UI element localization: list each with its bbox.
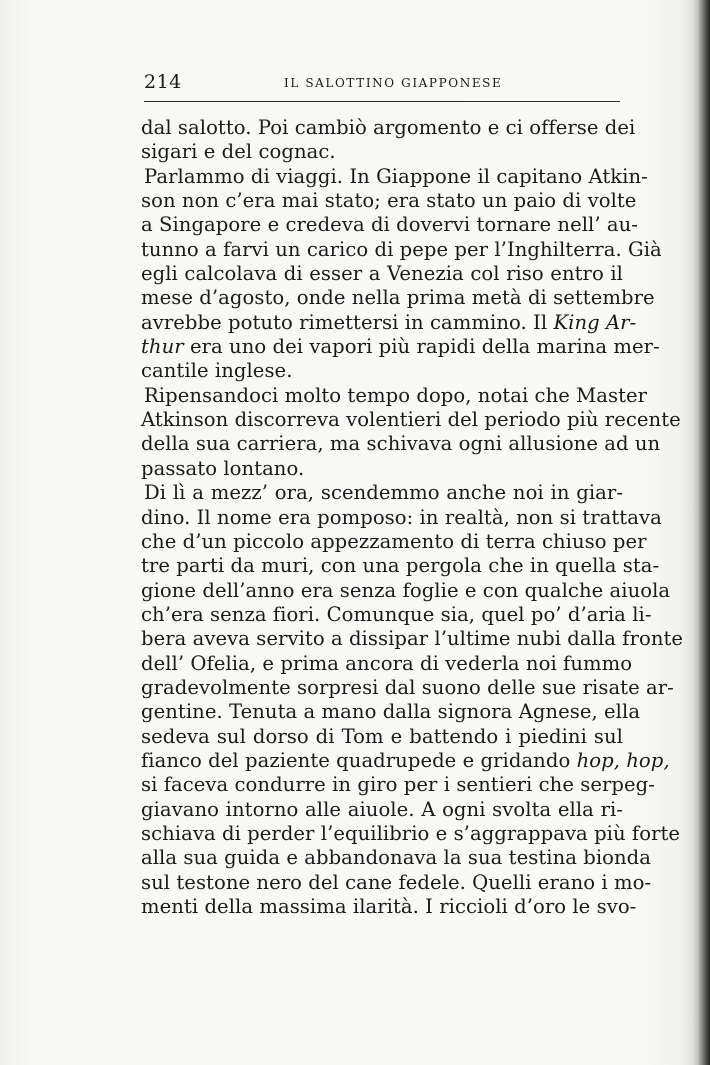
book-spine-shadow bbox=[692, 0, 710, 1065]
text-line: sedeva sul dorso di Tom e battendo i piedini sul bbox=[141, 724, 623, 748]
text-line: dino. Il nome era pomposo: in realtà, non si trattava bbox=[141, 505, 662, 529]
text-line: sigari e del cognac. bbox=[141, 140, 336, 164]
page-number: 214 bbox=[144, 71, 182, 93]
text-line: egli calcolava di esser a Venezia col riso entro il bbox=[141, 262, 623, 286]
text-line: cantile inglese. bbox=[141, 359, 293, 383]
header-rule bbox=[144, 101, 620, 102]
text-line: Parlammo di viaggi. In Giappone il capitano Atkin- bbox=[144, 164, 648, 188]
text-line: giavano intorno alle aiuole. A ogni svolta ella ri- bbox=[141, 797, 623, 821]
italic-ship-name: thur bbox=[141, 335, 184, 359]
text-line: a Singapore e credeva di dovervi tornare nell’ au- bbox=[141, 213, 638, 237]
text-line: menti della massima ilarità. I riccioli d’oro le svo- bbox=[141, 895, 637, 918]
text-line: ch’era senza fiori. Comunque sia, quel po’ d’aria li- bbox=[141, 602, 652, 626]
text-segment: fianco del paziente quadrupede e gridando bbox=[141, 748, 577, 772]
page-header bbox=[144, 71, 622, 95]
text-line bbox=[141, 748, 670, 773]
text-line bbox=[141, 335, 660, 359]
running-title: IL SALOTTINO GIAPPONESE bbox=[284, 76, 503, 90]
text-line: Atkinson discorreva volentieri del periodo più recente bbox=[141, 408, 681, 432]
text-line: gentine. Tenuta a mano dalla signora Agnese, ella bbox=[141, 700, 641, 724]
text-line: passato lontano. bbox=[141, 456, 305, 480]
text-line: dal salotto. Poi cambiò argomento e ci offerse dei bbox=[141, 116, 636, 139]
text-line: tre parti da muri, con una pergola che in quella sta- bbox=[141, 554, 660, 578]
text-line: che d’un piccolo appezzamento di terra chiuso per bbox=[141, 529, 647, 553]
text-line: son non c’era mai stato; era stato un paio di volte bbox=[141, 189, 637, 213]
text-line bbox=[141, 310, 637, 335]
text-line: gradevolmente sorpresi dal suono delle sue risate ar- bbox=[141, 675, 674, 699]
text-line: mese d’agosto, onde nella prima metà di settembre bbox=[141, 286, 655, 310]
text-line: alla sua guida e abbandonava la sua testina bionda bbox=[141, 846, 652, 870]
italic-exclamation: hop, hop, bbox=[576, 748, 670, 772]
text-line: gione dell’anno era senza foglie e con qualche aiuola bbox=[141, 578, 671, 602]
text-segment: avrebbe potuto rimettersi in cammino. Il bbox=[141, 310, 554, 334]
text-line: tunno a farvi un carico di pepe per l’Inghilterra. Già bbox=[141, 237, 662, 261]
text-line: bera aveva servito a dissipar l’ultime nubi dalla fronte bbox=[141, 627, 684, 651]
text-line: sul testone nero del cane fedele. Quelli erano i mo- bbox=[141, 870, 652, 894]
text-line: della sua carriera, ma schivava ogni allusione ad un bbox=[141, 432, 661, 456]
text-line: si faceva condurre in giro per i sentieri che serpeg- bbox=[141, 773, 655, 797]
italic-ship-name: King Ar- bbox=[553, 310, 637, 334]
text-line: schiava di perder l’equilibrio e s’aggrappava più forte bbox=[141, 821, 681, 845]
body-text bbox=[141, 116, 684, 919]
text-line: dell’ Ofelia, e prima ancora di vederla noi fummo bbox=[141, 651, 633, 675]
text-line: Di lì a mezz’ ora, scendemmo anche noi in giar- bbox=[144, 481, 623, 505]
text-segment: era uno dei vapori più rapidi della marina mer- bbox=[183, 335, 660, 359]
text-line: Ripensandoci molto tempo dopo, notai che Master bbox=[144, 383, 648, 407]
